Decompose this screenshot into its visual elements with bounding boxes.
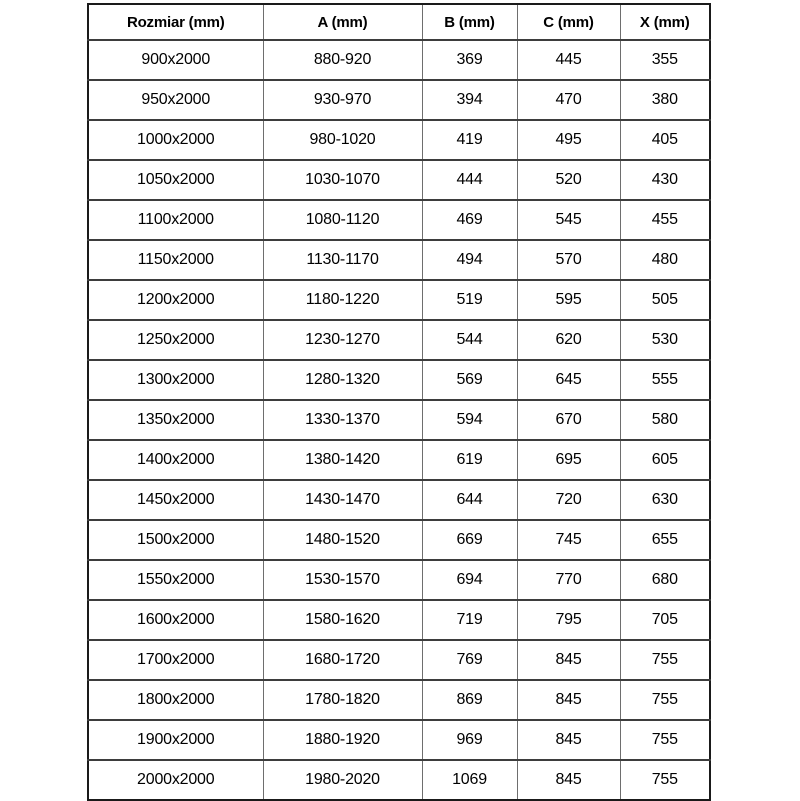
table-cell: 795 [517, 600, 620, 640]
table-cell: 1300x2000 [88, 360, 263, 400]
table-cell: 755 [620, 760, 710, 800]
table-cell: 755 [620, 640, 710, 680]
table-row [88, 480, 710, 520]
table-cell: 1780-1820 [263, 680, 422, 720]
table-cell: 1900x2000 [88, 720, 263, 760]
table-cell: 755 [620, 680, 710, 720]
table-cell: 430 [620, 160, 710, 200]
table-row [88, 400, 710, 440]
table-cell: 1550x2000 [88, 560, 263, 600]
table-row [88, 80, 710, 120]
table-row [88, 40, 710, 80]
table-cell: 419 [422, 120, 517, 160]
header-row [88, 4, 710, 40]
table-cell: 1480-1520 [263, 520, 422, 560]
table-cell: 405 [620, 120, 710, 160]
table-cell: 869 [422, 680, 517, 720]
table-cell: 755 [620, 720, 710, 760]
table-cell: 719 [422, 600, 517, 640]
table-cell: 1280-1320 [263, 360, 422, 400]
table-cell: 480 [620, 240, 710, 280]
table-row [88, 680, 710, 720]
table-cell: 1200x2000 [88, 280, 263, 320]
table-cell: 1800x2000 [88, 680, 263, 720]
table-row [88, 520, 710, 560]
table-cell: 1250x2000 [88, 320, 263, 360]
table-cell: 545 [517, 200, 620, 240]
table-cell: 619 [422, 440, 517, 480]
table-cell: 980-1020 [263, 120, 422, 160]
table-cell: 620 [517, 320, 620, 360]
table-cell: 520 [517, 160, 620, 200]
table-cell: 845 [517, 680, 620, 720]
table-row [88, 160, 710, 200]
table-cell: 469 [422, 200, 517, 240]
table-cell: 1880-1920 [263, 720, 422, 760]
table-cell: 394 [422, 80, 517, 120]
table-cell: 694 [422, 560, 517, 600]
table-row [88, 720, 710, 760]
table-cell: 1230-1270 [263, 320, 422, 360]
table-cell: 530 [620, 320, 710, 360]
size-table-container [87, 3, 711, 801]
table-cell: 1980-2020 [263, 760, 422, 800]
table-cell: 1380-1420 [263, 440, 422, 480]
table-cell: 569 [422, 360, 517, 400]
table-cell: 1450x2000 [88, 480, 263, 520]
table-cell: 930-970 [263, 80, 422, 120]
table-cell: 1580-1620 [263, 600, 422, 640]
table-cell: 1330-1370 [263, 400, 422, 440]
table-cell: 1530-1570 [263, 560, 422, 600]
table-cell: 745 [517, 520, 620, 560]
table-cell: 1500x2000 [88, 520, 263, 560]
table-cell: 720 [517, 480, 620, 520]
table-cell: 845 [517, 760, 620, 800]
table-row [88, 760, 710, 800]
column-header: Rozmiar (mm) [88, 4, 263, 40]
table-cell: 695 [517, 440, 620, 480]
table-cell: 380 [620, 80, 710, 120]
table-cell: 555 [620, 360, 710, 400]
table-row [88, 280, 710, 320]
column-header: A (mm) [263, 4, 422, 40]
column-header: X (mm) [620, 4, 710, 40]
table-row [88, 640, 710, 680]
table-cell: 1000x2000 [88, 120, 263, 160]
table-row [88, 120, 710, 160]
table-cell: 605 [620, 440, 710, 480]
table-cell: 1069 [422, 760, 517, 800]
table-cell: 1180-1220 [263, 280, 422, 320]
table-cell: 570 [517, 240, 620, 280]
table-cell: 969 [422, 720, 517, 760]
table-cell: 595 [517, 280, 620, 320]
table-cell: 505 [620, 280, 710, 320]
table-body [88, 40, 710, 800]
table-row [88, 320, 710, 360]
table-cell: 495 [517, 120, 620, 160]
table-cell: 594 [422, 400, 517, 440]
table-cell: 1100x2000 [88, 200, 263, 240]
table-cell: 670 [517, 400, 620, 440]
column-header: C (mm) [517, 4, 620, 40]
table-row [88, 200, 710, 240]
table-row [88, 600, 710, 640]
table-row [88, 240, 710, 280]
table-cell: 880-920 [263, 40, 422, 80]
table-cell: 544 [422, 320, 517, 360]
table-cell: 1400x2000 [88, 440, 263, 480]
table-cell: 705 [620, 600, 710, 640]
table-cell: 644 [422, 480, 517, 520]
table-cell: 1700x2000 [88, 640, 263, 680]
table-cell: 680 [620, 560, 710, 600]
table-cell: 580 [620, 400, 710, 440]
table-cell: 655 [620, 520, 710, 560]
table-cell: 519 [422, 280, 517, 320]
table-row [88, 360, 710, 400]
table-cell: 2000x2000 [88, 760, 263, 800]
table-cell: 630 [620, 480, 710, 520]
table-cell: 355 [620, 40, 710, 80]
table-cell: 1600x2000 [88, 600, 263, 640]
table-cell: 770 [517, 560, 620, 600]
table-cell: 444 [422, 160, 517, 200]
column-header: B (mm) [422, 4, 517, 40]
table-cell: 369 [422, 40, 517, 80]
table-cell: 1030-1070 [263, 160, 422, 200]
size-table [87, 3, 711, 801]
table-cell: 455 [620, 200, 710, 240]
table-cell: 1050x2000 [88, 160, 263, 200]
table-cell: 1130-1170 [263, 240, 422, 280]
table-cell: 900x2000 [88, 40, 263, 80]
table-header [88, 4, 710, 40]
table-cell: 494 [422, 240, 517, 280]
table-cell: 645 [517, 360, 620, 400]
table-cell: 845 [517, 640, 620, 680]
table-cell: 1680-1720 [263, 640, 422, 680]
table-cell: 769 [422, 640, 517, 680]
table-cell: 1150x2000 [88, 240, 263, 280]
table-cell: 950x2000 [88, 80, 263, 120]
table-cell: 470 [517, 80, 620, 120]
table-cell: 1430-1470 [263, 480, 422, 520]
table-cell: 845 [517, 720, 620, 760]
table-cell: 1350x2000 [88, 400, 263, 440]
table-cell: 1080-1120 [263, 200, 422, 240]
table-cell: 445 [517, 40, 620, 80]
table-cell: 669 [422, 520, 517, 560]
table-row [88, 560, 710, 600]
table-row [88, 440, 710, 480]
